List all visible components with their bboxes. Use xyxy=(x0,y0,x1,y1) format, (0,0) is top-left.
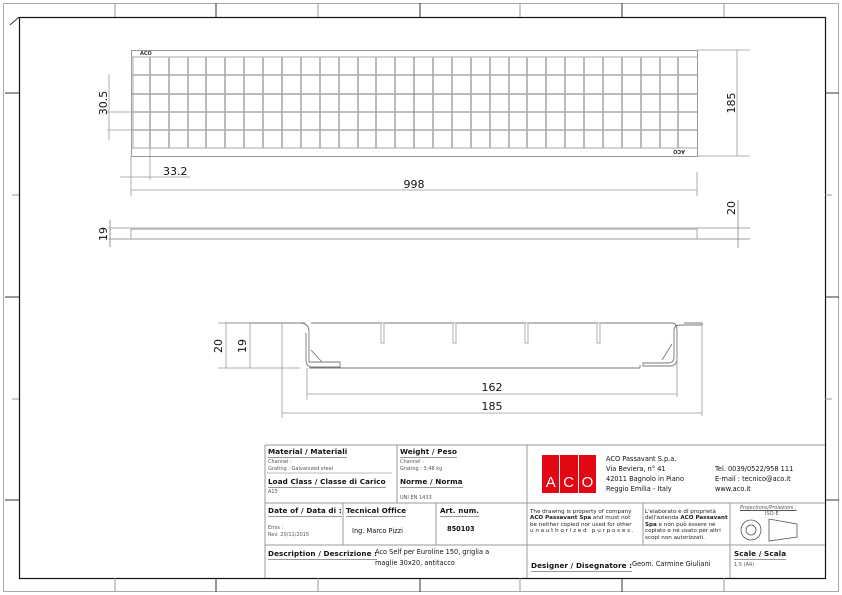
company-tel: Tel. 0039/0522/958 111 xyxy=(715,465,794,473)
office-label: Tecnical Office xyxy=(346,506,407,515)
description-line1: Aco Self per Euroline 150, griglia a xyxy=(375,548,490,556)
projection-symbol xyxy=(741,519,797,541)
date-rev: Rev: 20/11/2015 xyxy=(268,532,310,538)
designer-value: Geom. Carmine Giuliani xyxy=(632,560,711,568)
norm-label: Norme / Norma xyxy=(400,477,463,486)
material-label: Material / Materiali xyxy=(268,447,348,456)
load-class-label: Load Class / Classe di Carico xyxy=(268,477,386,486)
company-street: Via Beviera, n° 41 xyxy=(606,465,666,473)
svg-text:ACO: ACO xyxy=(673,148,685,154)
dim-total-height: 20 xyxy=(725,201,738,215)
description-line2: maglie 30x20, antitacco xyxy=(375,559,455,567)
dim-mesh-height: 30.5 xyxy=(97,90,110,116)
dim-outer-height: 20 xyxy=(212,339,225,353)
dim-length: 998 xyxy=(403,178,425,191)
company-name: ACO Passavant S.p.a. xyxy=(606,455,677,463)
projections-label: Projections/Proiezioni : xyxy=(740,505,797,511)
section-view xyxy=(225,323,702,368)
dim-inner-width: 162 xyxy=(481,381,503,394)
material-channel: Channel : xyxy=(268,459,292,465)
art-value: 850103 xyxy=(447,525,475,533)
designer-label: Designer / Disegnatore : xyxy=(531,561,633,570)
weight-label: Weight / Peso xyxy=(400,447,457,456)
top-view-grating xyxy=(131,51,698,157)
weight-grating: Grating : 3,48 kg xyxy=(400,466,443,472)
company-email[interactable]: E-mail : tecnico@aco.it xyxy=(715,475,791,483)
company-city: 42011 Bagnolo in Piano xyxy=(606,475,685,483)
scale-value: 1:5 (A4) xyxy=(734,562,755,568)
art-label: Art. num. xyxy=(440,506,480,515)
date-emis: Emis : xyxy=(268,525,284,531)
date-label: Date of / Data di : xyxy=(268,506,342,515)
description-label: Description / Descrizione : xyxy=(268,549,378,558)
disclaimer-italian: L'elaborato è di proprietà dell'azienda ACO Passavant Spa e non può essere né copiato e né usato per altri scopi non autorizzati. xyxy=(645,509,728,541)
dim-outer-width: 185 xyxy=(481,400,503,413)
dim-inner-height: 19 xyxy=(236,339,249,353)
norm-value: UNI EN 1433 xyxy=(400,495,432,501)
dim-mesh-pitch: 33.2 xyxy=(163,165,188,178)
scale-label: Scale / Scala xyxy=(734,549,787,558)
top-view-dimensions xyxy=(107,50,750,196)
company-web[interactable]: www.aco.it xyxy=(715,485,751,493)
aco-logo: A C O xyxy=(542,455,597,493)
dim-grating-height: 19 xyxy=(97,227,110,241)
disclaimer-english: The drawing is property of company ACO Passavant Spa and must not be neither copied nor used for other u n a u t h o r i z e d p u r p o s e s . xyxy=(530,509,634,535)
projections-value: ISO-E xyxy=(765,511,779,517)
zone-ticks xyxy=(5,3,839,592)
weight-channel: Channel : xyxy=(400,459,424,465)
material-grating: Grating : Galvanized steel xyxy=(268,466,334,472)
load-class-value: A15 xyxy=(268,489,278,495)
dim-width: 185 xyxy=(725,92,738,114)
svg-text:ACO: ACO xyxy=(140,51,152,57)
side-view xyxy=(109,200,750,248)
office-value: Ing. Marco Pizzi xyxy=(352,527,403,535)
company-region: Reggio Emilia - Italy xyxy=(606,485,672,493)
section-dimensions xyxy=(218,323,702,418)
